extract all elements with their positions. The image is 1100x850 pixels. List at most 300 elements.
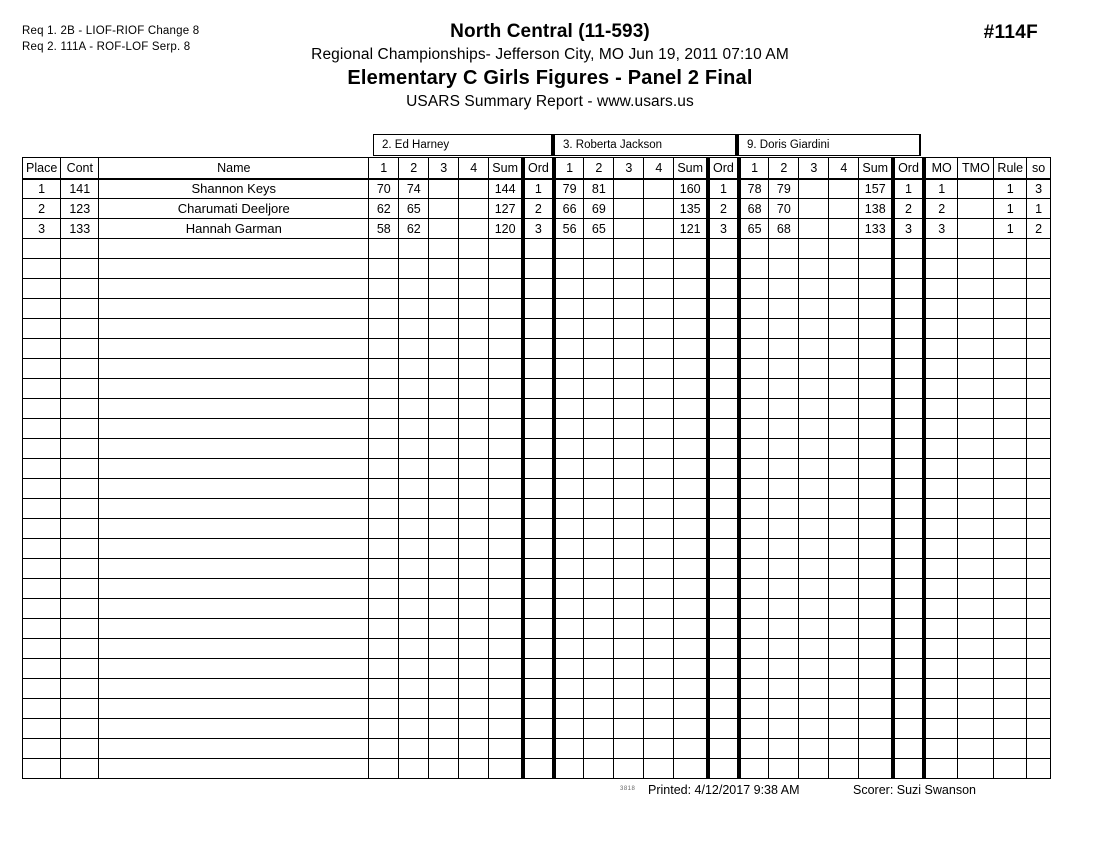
cell-rule: 1 (994, 199, 1027, 219)
cell-mo (924, 279, 958, 299)
table-body (23, 179, 1051, 779)
cell-j1-f2 (399, 679, 429, 699)
cell-mo (924, 299, 958, 319)
cell-so (1027, 479, 1051, 499)
cell-j1-sum (489, 599, 523, 619)
cell-j3-f2 (769, 639, 799, 659)
cell-j2-f3 (614, 639, 644, 659)
cell-j3-sum (859, 239, 893, 259)
cell-j1-f3 (429, 719, 459, 739)
cell-name (99, 519, 369, 539)
cell-name (99, 499, 369, 519)
cell-tmo (958, 559, 994, 579)
cell-mo (924, 699, 958, 719)
cell-j2-ord (708, 739, 739, 759)
cell-cont (61, 639, 99, 659)
cell-j2-f4 (644, 479, 674, 499)
cell-j2-sum: 160 (674, 179, 708, 199)
cell-j1-f3 (429, 279, 459, 299)
cell-name (99, 319, 369, 339)
cell-j1-ord (523, 719, 554, 739)
cell-j3-f1: 65 (739, 219, 769, 239)
cell-place (23, 439, 61, 459)
cell-name (99, 759, 369, 779)
cell-j2-f4 (644, 219, 674, 239)
cell-so (1027, 299, 1051, 319)
cell-j2-f4 (644, 319, 674, 339)
cell-j3-sum (859, 479, 893, 499)
cell-mo (924, 459, 958, 479)
cell-j2-sum (674, 359, 708, 379)
cell-so (1027, 339, 1051, 359)
cell-j1-ord (523, 239, 554, 259)
cell-tmo (958, 459, 994, 479)
col-header-j1-f2: 2 (399, 158, 429, 179)
cell-j2-f1 (554, 439, 584, 459)
cell-place (23, 699, 61, 719)
cell-place: 3 (23, 219, 61, 239)
cell-tmo (958, 479, 994, 499)
cell-place (23, 239, 61, 259)
cell-tmo (958, 399, 994, 419)
cell-j1-f3 (429, 499, 459, 519)
cell-j1-f1 (369, 659, 399, 679)
cell-j3-sum (859, 359, 893, 379)
cell-name (99, 239, 369, 259)
cell-j1-f3 (429, 519, 459, 539)
cell-place (23, 539, 61, 559)
cell-j3-sum (859, 659, 893, 679)
cell-j1-f2 (399, 399, 429, 419)
cell-mo: 3 (924, 219, 958, 239)
cell-j2-f2 (584, 459, 614, 479)
cell-tmo (958, 339, 994, 359)
cell-j2-sum (674, 279, 708, 299)
cell-j1-ord (523, 699, 554, 719)
cell-j1-ord (523, 499, 554, 519)
cell-j2-f1 (554, 459, 584, 479)
cell-j2-ord (708, 699, 739, 719)
cell-j2-f4 (644, 279, 674, 299)
cell-mo (924, 259, 958, 279)
cell-j3-f1 (739, 659, 769, 679)
cell-j2-f2 (584, 279, 614, 299)
cell-j3-f3 (799, 279, 829, 299)
cell-j2-f3 (614, 399, 644, 419)
cell-j2-ord (708, 259, 739, 279)
cell-so (1027, 259, 1051, 279)
table-row-empty (23, 579, 1051, 599)
cell-j1-f3 (429, 439, 459, 459)
cell-j3-f4 (829, 659, 859, 679)
cell-j1-ord: 3 (523, 219, 554, 239)
cell-place (23, 559, 61, 579)
cell-j3-f2 (769, 479, 799, 499)
cell-j2-f4 (644, 739, 674, 759)
cell-j1-f4 (459, 559, 489, 579)
cell-j1-f2: 74 (399, 179, 429, 199)
cell-j2-f3 (614, 559, 644, 579)
cell-so (1027, 599, 1051, 619)
cell-cont (61, 439, 99, 459)
cell-j3-ord (893, 339, 924, 359)
cell-j3-f2 (769, 399, 799, 419)
results-table (22, 157, 1051, 779)
cell-j1-f1 (369, 579, 399, 599)
cell-j1-f2 (399, 239, 429, 259)
cell-tmo (958, 419, 994, 439)
cell-j3-f3 (799, 319, 829, 339)
cell-j3-f3 (799, 639, 829, 659)
cell-j1-ord (523, 659, 554, 679)
cell-j3-f1: 78 (739, 179, 769, 199)
cell-j2-f2 (584, 719, 614, 739)
cell-j1-f1 (369, 679, 399, 699)
cell-j2-f2 (584, 479, 614, 499)
cell-tmo (958, 659, 994, 679)
cell-j2-f3 (614, 179, 644, 199)
cell-j1-sum (489, 339, 523, 359)
table-row-empty (23, 439, 1051, 459)
cell-j1-ord (523, 299, 554, 319)
cell-rule (994, 439, 1027, 459)
col-header-mo: MO (924, 158, 958, 179)
cell-j2-f2: 81 (584, 179, 614, 199)
cell-j1-ord (523, 319, 554, 339)
cell-rule (994, 679, 1027, 699)
cell-rule (994, 339, 1027, 359)
cell-j2-sum (674, 379, 708, 399)
cell-name (99, 399, 369, 419)
cell-j2-f1 (554, 279, 584, 299)
cell-j1-sum (489, 559, 523, 579)
cell-j2-ord (708, 559, 739, 579)
cell-j1-sum (489, 639, 523, 659)
cell-j3-f1 (739, 299, 769, 319)
cell-tmo (958, 679, 994, 699)
cell-j1-f4 (459, 319, 489, 339)
cell-j1-f2 (399, 419, 429, 439)
cell-j3-f2 (769, 739, 799, 759)
cell-j2-sum (674, 579, 708, 599)
cell-j2-sum (674, 639, 708, 659)
cell-mo (924, 419, 958, 439)
cell-j3-sum (859, 539, 893, 559)
cell-j1-f1: 70 (369, 179, 399, 199)
cell-j2-f2 (584, 439, 614, 459)
cell-j1-ord (523, 579, 554, 599)
cell-place (23, 639, 61, 659)
cell-j1-f3 (429, 219, 459, 239)
cell-mo (924, 319, 958, 339)
cell-j1-f3 (429, 259, 459, 279)
cell-j1-f1 (369, 259, 399, 279)
cell-j2-f2 (584, 539, 614, 559)
cell-j2-f1 (554, 519, 584, 539)
cell-j2-f1 (554, 739, 584, 759)
cell-j2-ord (708, 419, 739, 439)
cell-j3-sum (859, 559, 893, 579)
cell-cont (61, 419, 99, 439)
cell-rule: 1 (994, 179, 1027, 199)
cell-j1-f3 (429, 539, 459, 559)
cell-j1-sum (489, 259, 523, 279)
cell-j3-f1 (739, 519, 769, 539)
cell-j1-f1 (369, 519, 399, 539)
cell-j3-sum (859, 619, 893, 639)
cell-j1-sum (489, 499, 523, 519)
cell-j3-ord (893, 619, 924, 639)
cell-j2-f1 (554, 719, 584, 739)
cell-place (23, 259, 61, 279)
cell-j2-ord (708, 759, 739, 779)
cell-j1-f4 (459, 219, 489, 239)
cell-name (99, 459, 369, 479)
cell-j3-f4 (829, 419, 859, 439)
cell-place: 1 (23, 179, 61, 199)
cell-j3-f2: 79 (769, 179, 799, 199)
col-header-j2-f3: 3 (614, 158, 644, 179)
col-header-so: so (1027, 158, 1051, 179)
cell-j3-ord (893, 279, 924, 299)
cell-j3-f3 (799, 259, 829, 279)
cell-j2-f3 (614, 239, 644, 259)
cell-j2-f2 (584, 619, 614, 639)
table-row-empty (23, 719, 1051, 739)
cell-j1-f1 (369, 719, 399, 739)
cell-so (1027, 659, 1051, 679)
cell-j2-f3 (614, 499, 644, 519)
cell-j1-f4 (459, 759, 489, 779)
cell-j2-f2 (584, 519, 614, 539)
table-header-row (23, 158, 1051, 179)
cell-name (99, 639, 369, 659)
cell-tmo (958, 259, 994, 279)
cell-j2-f2 (584, 679, 614, 699)
table-row-empty (23, 619, 1051, 639)
cell-j3-ord (893, 559, 924, 579)
cell-j2-f3 (614, 699, 644, 719)
cell-j2-ord (708, 619, 739, 639)
table-row-empty (23, 379, 1051, 399)
cell-j3-f4 (829, 459, 859, 479)
cell-j1-ord (523, 599, 554, 619)
cell-j3-f4 (829, 399, 859, 419)
cell-j3-f3 (799, 479, 829, 499)
cell-mo (924, 379, 958, 399)
col-header-tmo: TMO (958, 158, 994, 179)
cell-j1-f4 (459, 279, 489, 299)
cell-rule (994, 699, 1027, 719)
cell-j3-f1 (739, 379, 769, 399)
cell-j3-f2 (769, 719, 799, 739)
cell-j2-f2 (584, 499, 614, 519)
cell-place (23, 459, 61, 479)
cell-j1-f2 (399, 699, 429, 719)
cell-j3-sum (859, 399, 893, 419)
col-header-j1-f3: 3 (429, 158, 459, 179)
cell-j3-f4 (829, 479, 859, 499)
cell-j3-f3 (799, 199, 829, 219)
cell-j3-f1 (739, 639, 769, 659)
table-row (23, 179, 1051, 199)
cell-j3-f2 (769, 599, 799, 619)
cell-j1-sum (489, 539, 523, 559)
cell-j1-f1 (369, 359, 399, 379)
cell-j1-sum (489, 379, 523, 399)
cell-place (23, 479, 61, 499)
table-row-empty (23, 659, 1051, 679)
cell-j3-f3 (799, 179, 829, 199)
cell-j3-ord (893, 639, 924, 659)
table-row (23, 199, 1051, 219)
cell-so (1027, 519, 1051, 539)
cell-j1-f4 (459, 199, 489, 219)
cell-place (23, 359, 61, 379)
cell-j2-ord (708, 279, 739, 299)
cell-j2-f4 (644, 599, 674, 619)
cell-j2-ord (708, 479, 739, 499)
cell-j3-ord (893, 719, 924, 739)
cell-j1-f1 (369, 619, 399, 639)
cell-j1-f4 (459, 719, 489, 739)
cell-so (1027, 719, 1051, 739)
cell-j3-f4 (829, 259, 859, 279)
cell-cont (61, 379, 99, 399)
cell-tmo (958, 219, 994, 239)
cell-mo (924, 519, 958, 539)
cell-tmo (958, 299, 994, 319)
cell-j1-ord (523, 679, 554, 699)
cell-j2-sum (674, 559, 708, 579)
cell-j2-f2 (584, 399, 614, 419)
cell-so (1027, 279, 1051, 299)
cell-j2-f1 (554, 699, 584, 719)
cell-j2-sum (674, 539, 708, 559)
cell-name (99, 699, 369, 719)
cell-name (99, 479, 369, 499)
cell-rule (994, 399, 1027, 419)
cell-j3-f4 (829, 739, 859, 759)
cell-j3-sum (859, 719, 893, 739)
cell-j3-f3 (799, 659, 829, 679)
cell-rule (994, 499, 1027, 519)
cell-j3-sum: 133 (859, 219, 893, 239)
cell-j1-f1 (369, 439, 399, 459)
cell-j3-f1 (739, 419, 769, 439)
cell-j2-ord (708, 639, 739, 659)
cell-j2-sum (674, 699, 708, 719)
cell-j3-f4 (829, 239, 859, 259)
cell-j1-f2 (399, 739, 429, 759)
cell-j1-f2: 62 (399, 219, 429, 239)
cell-place (23, 299, 61, 319)
cell-tmo (958, 739, 994, 759)
cell-so (1027, 619, 1051, 639)
cell-so (1027, 759, 1051, 779)
cell-j1-f1 (369, 699, 399, 719)
document-code: 3818 (620, 786, 636, 792)
cell-j3-sum (859, 699, 893, 719)
cell-place (23, 279, 61, 299)
cell-cont: 133 (61, 219, 99, 239)
cell-so (1027, 379, 1051, 399)
cell-j1-f4 (459, 519, 489, 539)
table-row-empty (23, 279, 1051, 299)
cell-j1-sum (489, 679, 523, 699)
judge-header-3: 9. Doris Giardini (737, 134, 921, 156)
cell-j3-f2 (769, 319, 799, 339)
cell-j3-f1 (739, 559, 769, 579)
cell-j1-f3 (429, 199, 459, 219)
cell-j1-f4 (459, 339, 489, 359)
cell-j3-sum (859, 759, 893, 779)
cell-j1-f2 (399, 259, 429, 279)
cell-j3-f3 (799, 619, 829, 639)
cell-j1-f1 (369, 599, 399, 619)
cell-j1-sum (489, 579, 523, 599)
cell-j1-f2 (399, 299, 429, 319)
cell-tmo (958, 279, 994, 299)
cell-j1-sum (489, 459, 523, 479)
cell-j3-f1 (739, 319, 769, 339)
cell-j2-f1 (554, 639, 584, 659)
cell-j3-ord: 1 (893, 179, 924, 199)
table-row-empty (23, 539, 1051, 559)
cell-j3-f2 (769, 359, 799, 379)
col-header-j1-sum: Sum (489, 158, 523, 179)
cell-j3-sum (859, 439, 893, 459)
cell-j3-ord: 3 (893, 219, 924, 239)
cell-j1-f4 (459, 359, 489, 379)
cell-j1-f3 (429, 659, 459, 679)
cell-j1-f3 (429, 479, 459, 499)
cell-j3-f3 (799, 239, 829, 259)
cell-j1-f2 (399, 719, 429, 739)
col-header-j3-ord: Ord (893, 158, 924, 179)
cell-j1-f2 (399, 619, 429, 639)
cell-j2-f1 (554, 559, 584, 579)
cell-j3-ord (893, 379, 924, 399)
cell-j3-ord (893, 599, 924, 619)
cell-j1-f4 (459, 259, 489, 279)
cell-j3-f1 (739, 599, 769, 619)
cell-j2-ord (708, 359, 739, 379)
cell-j2-f2 (584, 339, 614, 359)
cell-j2-f3 (614, 519, 644, 539)
cell-j2-ord (708, 539, 739, 559)
cell-so (1027, 539, 1051, 559)
cell-j2-sum (674, 759, 708, 779)
cell-j3-f2: 70 (769, 199, 799, 219)
cell-j1-f1 (369, 379, 399, 399)
table-row-empty (23, 639, 1051, 659)
cell-j2-sum (674, 599, 708, 619)
cell-cont (61, 559, 99, 579)
cell-j3-f4 (829, 299, 859, 319)
cell-tmo (958, 519, 994, 539)
cell-j3-f2 (769, 459, 799, 479)
cell-j2-f3 (614, 539, 644, 559)
col-header-j2-f1: 1 (554, 158, 584, 179)
col-header-j3-f1: 1 (739, 158, 769, 179)
cell-place (23, 419, 61, 439)
cell-j1-ord (523, 279, 554, 299)
cell-j2-f3 (614, 339, 644, 359)
cell-cont (61, 699, 99, 719)
cell-j2-f2 (584, 359, 614, 379)
cell-so: 1 (1027, 199, 1051, 219)
